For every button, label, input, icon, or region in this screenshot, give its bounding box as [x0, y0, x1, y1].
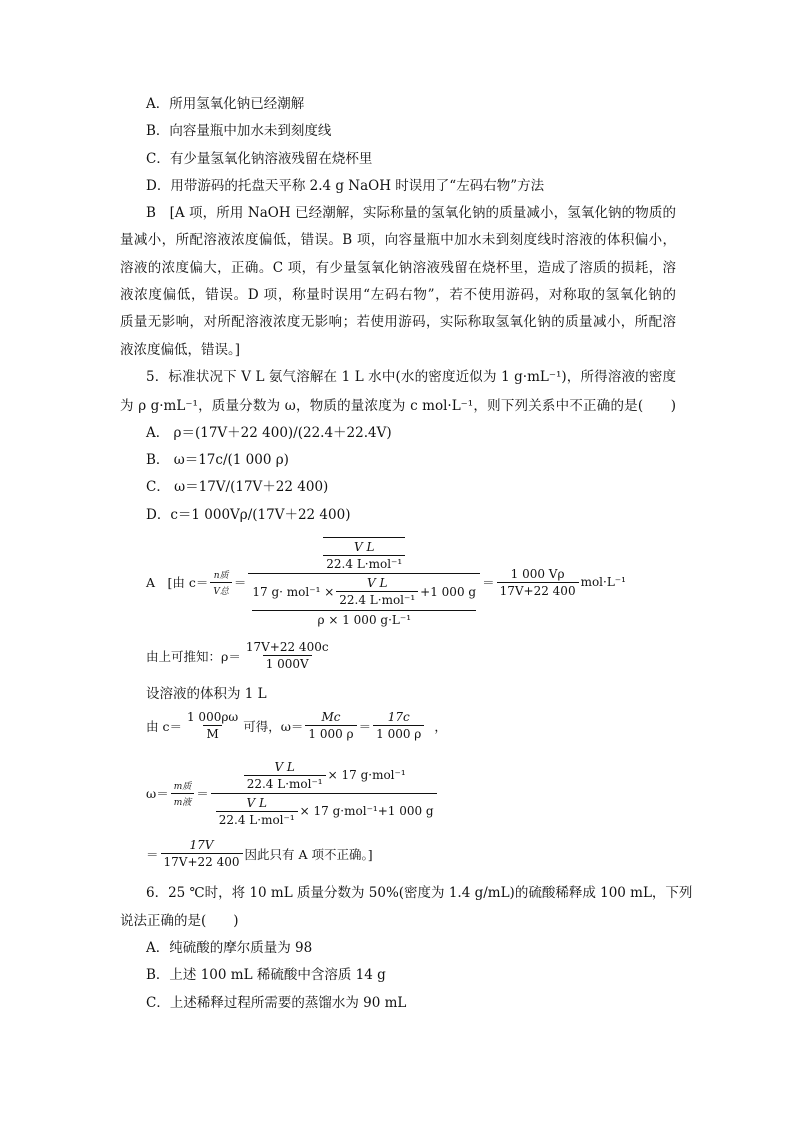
equals-sign-5: ＝ — [146, 846, 159, 862]
q5-omega-mass-ratio — [146, 752, 439, 834]
q4-option-b: B．向容量瓶中加水未到刻度线 — [146, 123, 332, 139]
result-numerator: 1 000 Vρ — [510, 566, 565, 581]
rho-denominator: 1 000V — [263, 655, 312, 671]
q5-omega-derivation — [146, 710, 447, 741]
omega-bottom-denominator: 22.4 L·mol⁻¹ — [216, 811, 298, 827]
omega-numerator-2: 17c — [387, 710, 410, 724]
result-fraction — [497, 567, 579, 598]
omega-compound-fraction — [211, 760, 437, 827]
mass-ratio-fraction — [171, 779, 195, 808]
final-numerator: 17V — [189, 838, 214, 852]
m-solute: m质 — [173, 781, 192, 792]
c-definition-fraction — [210, 568, 232, 597]
q5-rho-inference — [146, 640, 334, 671]
omega-top-moles — [244, 760, 326, 791]
q4-option-d: D．用带游码的托盘天平称 2.4 g NaOH 时误用了“左码右物”方法 — [146, 178, 545, 194]
equals-sign-2: ＝ — [482, 575, 495, 590]
q6-option-a: A．纯硫酸的摩尔质量为 98 — [146, 940, 313, 956]
rho-fraction — [243, 640, 332, 671]
solution-lead: A [由 c＝ — [146, 575, 209, 590]
q4-explanation-line-3: 溶液的浓度偏大，正确。C 项，有少量氢氧化钠溶液残留在烧杯里，造成了溶质的损耗，溶 — [120, 260, 676, 276]
top-moles-fraction — [323, 537, 405, 571]
q5-final-conclusion — [146, 838, 373, 869]
c-denominator: M — [203, 725, 221, 741]
q5-option-c: C． ω＝17V/(17V＋22 400) — [146, 479, 329, 495]
q6-option-c: C．上述稀释过程所需要的蒸馏水为 90 mL — [146, 995, 407, 1011]
inference-label: 由上可推知：ρ＝ — [146, 648, 241, 664]
equals-sign-4: ＝ — [196, 786, 209, 801]
equals-sign: ＝ — [233, 575, 247, 590]
omega-top-tail: × 17 g·mol⁻¹ — [327, 768, 406, 782]
from-label: 由 c＝ — [146, 718, 182, 734]
q4-option-a: A．所用氢氧化钠已经潮解 — [146, 96, 305, 112]
q6-option-b: B．上述 100 mL 稀硫酸中含溶质 14 g — [146, 967, 386, 983]
q4-explanation-line-6: 液浓度偏低，错误。] — [120, 342, 241, 358]
top-denominator: 22.4 L·mol⁻¹ — [323, 555, 405, 571]
c-numerator: 1 000ρω — [186, 710, 239, 724]
final-text: 因此只有 A 项不正确。] — [244, 846, 373, 862]
q5-option-d: D．c＝1 000Vρ/(17V＋22 400) — [146, 507, 351, 523]
omega-fraction-2 — [373, 710, 424, 741]
n-solute: n质 — [213, 570, 229, 581]
q4-option-c: C．有少量氢氧化钠溶液残留在烧杯里 — [146, 151, 373, 167]
omega-bottom-numerator: V L — [246, 795, 267, 810]
result-unit: mol·L⁻¹ — [580, 575, 626, 589]
main-compound-fraction — [248, 537, 480, 627]
mid-denominator: 22.4 L·mol⁻¹ — [336, 591, 418, 607]
m-solution: m液 — [171, 793, 195, 808]
omega-fraction-1 — [305, 710, 356, 741]
omega-bottom-tail: × 17 g·mol⁻¹+1 000 g — [299, 804, 434, 818]
q6-stem-line-2: 说法正确的是( ) — [120, 913, 239, 929]
get-label: 可得，ω＝ — [243, 718, 304, 734]
density-term: ρ × 1 000 g·L⁻¹ — [252, 610, 476, 627]
omega-numerator-1: Mc — [321, 710, 341, 724]
q5-option-a: A． ρ＝(17V＋22 400)/(22.4＋22.4V) — [146, 425, 392, 441]
q4-explanation-line-1: B [A 项，所用 NaOH 已经潮解，实际称量的氢氧化钠的质量减小，氢氧化钠的物质的 — [146, 205, 676, 221]
molar-mass-term: 17 g· mol⁻¹ × — [252, 584, 335, 599]
final-fraction — [161, 838, 243, 869]
result-denominator: 17V+22 400 — [497, 582, 579, 598]
comma: ， — [434, 718, 447, 734]
omega-top-denominator: 22.4 L·mol⁻¹ — [244, 775, 326, 791]
omega-bottom-moles — [216, 796, 298, 827]
q5-stem-line-2: 为 ρ g·mL⁻¹，质量分数为 ω，物质的量浓度为 c mol·L⁻¹，则下列关系中不正确的是( ) — [120, 398, 676, 414]
omega-denominator-1: 1 000 ρ — [305, 725, 356, 741]
q4-explanation-line-5: 质量无影响，对所配溶液浓度无影响；若使用游码，实际称取氢氧化钠的质量减小，所配溶 — [120, 314, 676, 330]
q6-stem-line-1: 6．25 ℃时，将 10 mL 质量分数为 50%(密度为 1.4 g/mL)的硫酸稀释成 100 mL，下列 — [146, 885, 693, 901]
q5-option-b: B． ω＝17c/(1 000 ρ) — [146, 452, 289, 468]
v-total: V总 — [210, 582, 232, 597]
equals-sign-3: ＝ — [358, 718, 372, 734]
omega-lead: ω＝ — [146, 786, 169, 801]
c-fraction — [184, 710, 241, 741]
mid-numerator: V L — [366, 576, 388, 590]
top-numerator: V L — [354, 540, 375, 554]
final-denominator: 17V+22 400 — [161, 853, 243, 869]
q5-stem-line-1: 5．标准状况下 V L 氨气溶解在 1 L 水中(水的密度近似为 1 g·mL⁻¹)，所得溶液的密度 — [146, 369, 676, 385]
q4-explanation-line-2: 量减小，所配溶液浓度偏低，错误。B 项，向容量瓶中加水未到刻度线时溶液的体积偏小， — [120, 232, 676, 248]
mid-moles-fraction — [336, 576, 418, 607]
omega-top-numerator: V L — [274, 759, 295, 774]
q5-solution-main-formula — [146, 532, 626, 632]
q5-volume-assumption: 设溶液的体积为 1 L — [146, 686, 267, 702]
q4-explanation-line-4: 液浓度偏低，错误。D 项，称量时误用“左码右物”，若不使用游码，对称取的氢氧化钠的 — [120, 287, 676, 303]
omega-denominator-2: 1 000 ρ — [373, 725, 424, 741]
water-mass-term: +1 000 g — [420, 584, 477, 599]
rho-numerator: 17V+22 400c — [245, 640, 329, 654]
